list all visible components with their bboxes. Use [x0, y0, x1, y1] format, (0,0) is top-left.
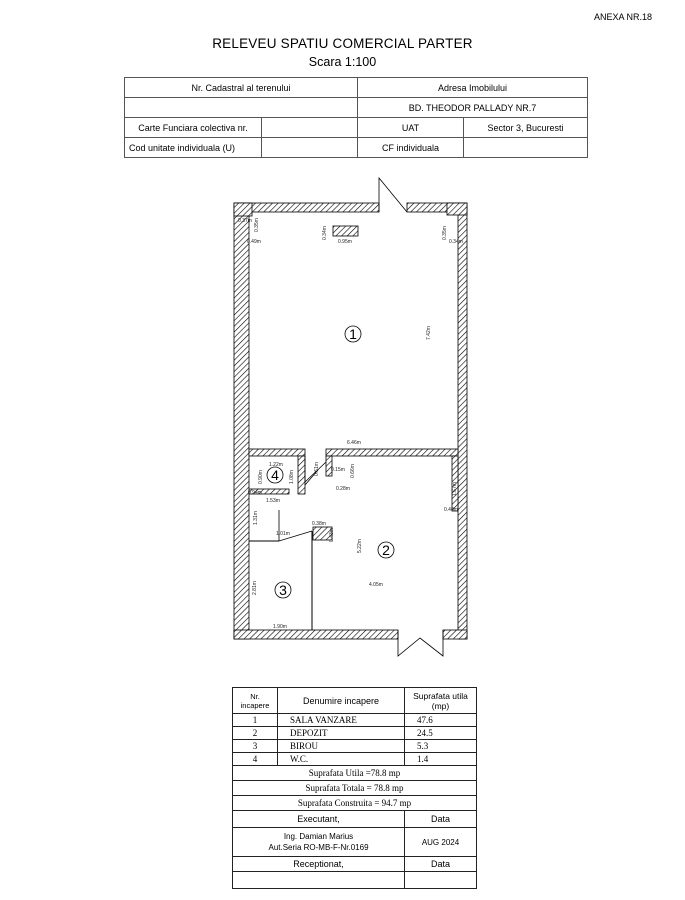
table-row — [233, 727, 477, 740]
room-nr: 3 — [233, 740, 278, 753]
dim-015: 0.15m — [331, 467, 345, 473]
unit-code-label: Cod unitate individuala (U) — [125, 138, 262, 158]
built-area: Suprafata Construita = 94.7 mp — [233, 796, 477, 811]
table-row — [233, 753, 477, 766]
dim-049: 0.49m — [247, 239, 261, 245]
dim-034b: 0.34m — [449, 239, 463, 245]
dim-061: 0.61m — [314, 462, 320, 476]
cf-individual-value — [464, 138, 588, 158]
dim-122: 1.22m — [269, 462, 283, 468]
room-area: 24.5 — [405, 727, 477, 740]
useful-area: Suprafata Utila =78.8 mp — [233, 766, 477, 781]
dim-167: 1.67m — [452, 482, 458, 496]
uat-label: UAT — [358, 118, 464, 138]
receptionat-date — [405, 872, 477, 889]
property-info-table — [124, 77, 588, 158]
dim-043: 0.43m — [329, 528, 335, 542]
room-nr: 2 — [233, 727, 278, 740]
dim-090: 0.90m — [258, 470, 264, 484]
room-nr: 4 — [233, 753, 278, 766]
dim-281: 2.81m — [252, 581, 258, 595]
executant-signature — [233, 828, 405, 857]
executant-name: Ing. Damian Marius — [283, 832, 354, 841]
dim-095: 0.95m — [338, 239, 352, 245]
table-row — [233, 740, 477, 753]
date-label: Data — [405, 811, 477, 828]
room-name: BIROU — [278, 740, 405, 753]
room-4-label: 4 — [271, 467, 279, 483]
dim-035b: 0.35m — [442, 226, 448, 240]
annex-number: ANEXA NR.18 — [593, 12, 652, 22]
room-area: 47.6 — [405, 714, 477, 727]
room-area: 5.3 — [405, 740, 477, 753]
cf-collective-value — [262, 118, 358, 138]
dim-646: 6.46m — [347, 440, 361, 446]
dim-153: 1.53m — [266, 498, 280, 504]
dim-038: 0.38m — [312, 521, 326, 527]
dim-101: 1.01m — [276, 531, 290, 537]
dim-037: 0.37m — [238, 218, 252, 224]
dim-405: 4.05m — [369, 582, 383, 588]
total-area: Suprafata Totala = 78.8 mp — [233, 781, 477, 796]
address-label: Adresa Imobilului — [358, 78, 588, 98]
dim-108: 1.08m — [289, 470, 295, 484]
room-nr: 1 — [233, 714, 278, 727]
date-label-2: Data — [405, 857, 477, 872]
dim-190: 1.90m — [273, 624, 287, 630]
room-name: W.C. — [278, 753, 405, 766]
cadastral-label: Nr. Cadastral al terenului — [125, 78, 358, 98]
document-title: RELEVEU SPATIU COMERCIAL PARTER — [212, 36, 473, 51]
cf-collective-label: Carte Funciara colectiva nr. — [125, 118, 262, 138]
unit-code-value — [262, 138, 358, 158]
receptionat-signature — [233, 872, 405, 889]
col-header-name: Denumire incapere — [278, 688, 405, 714]
receptionat-label: Receptionat, — [233, 857, 405, 872]
room-name: DEPOZIT — [278, 727, 405, 740]
executant-label: Executant, — [233, 811, 405, 828]
dim-131: 1.31m — [253, 511, 259, 525]
date-value: AUG 2024 — [405, 828, 477, 857]
executant-authorization: Aut.Seria RO-MB-F-Nr.0169 — [268, 843, 369, 852]
uat-value: Sector 3, Bucuresti — [464, 118, 588, 138]
col-header-nr: Nr. incapere — [233, 688, 278, 714]
dim-048: 0.48m — [444, 507, 458, 513]
room-1-label: 1 — [349, 326, 357, 342]
dim-028: 0.28m — [336, 486, 350, 492]
doors — [279, 178, 443, 656]
cadastral-value — [125, 98, 358, 118]
room-name: SALA VANZARE — [278, 714, 405, 727]
rooms-table — [232, 687, 477, 889]
dim-034a: 0.34m — [322, 226, 328, 240]
scale-label: Scara 1:100 — [308, 55, 377, 69]
dim-035a: 0.35m — [254, 218, 260, 232]
dim-094: 0.94m — [248, 490, 262, 496]
room-3-label: 3 — [279, 582, 287, 598]
col-header-area: Suprafata utila (mp) — [405, 688, 477, 714]
address-value: BD. THEODOR PALLADY NR.7 — [358, 98, 588, 118]
cf-individual-label: CF individuala — [358, 138, 464, 158]
dimension-labels — [238, 218, 463, 630]
table-row — [233, 714, 477, 727]
exterior-walls — [234, 203, 467, 639]
dim-742: 7.42m — [426, 326, 432, 340]
dim-066: 0.66m — [350, 464, 356, 478]
room-2-label: 2 — [382, 542, 390, 558]
dim-522: 5.22m — [357, 539, 363, 553]
room-area: 1.4 — [405, 753, 477, 766]
floor-plan — [0, 170, 685, 670]
